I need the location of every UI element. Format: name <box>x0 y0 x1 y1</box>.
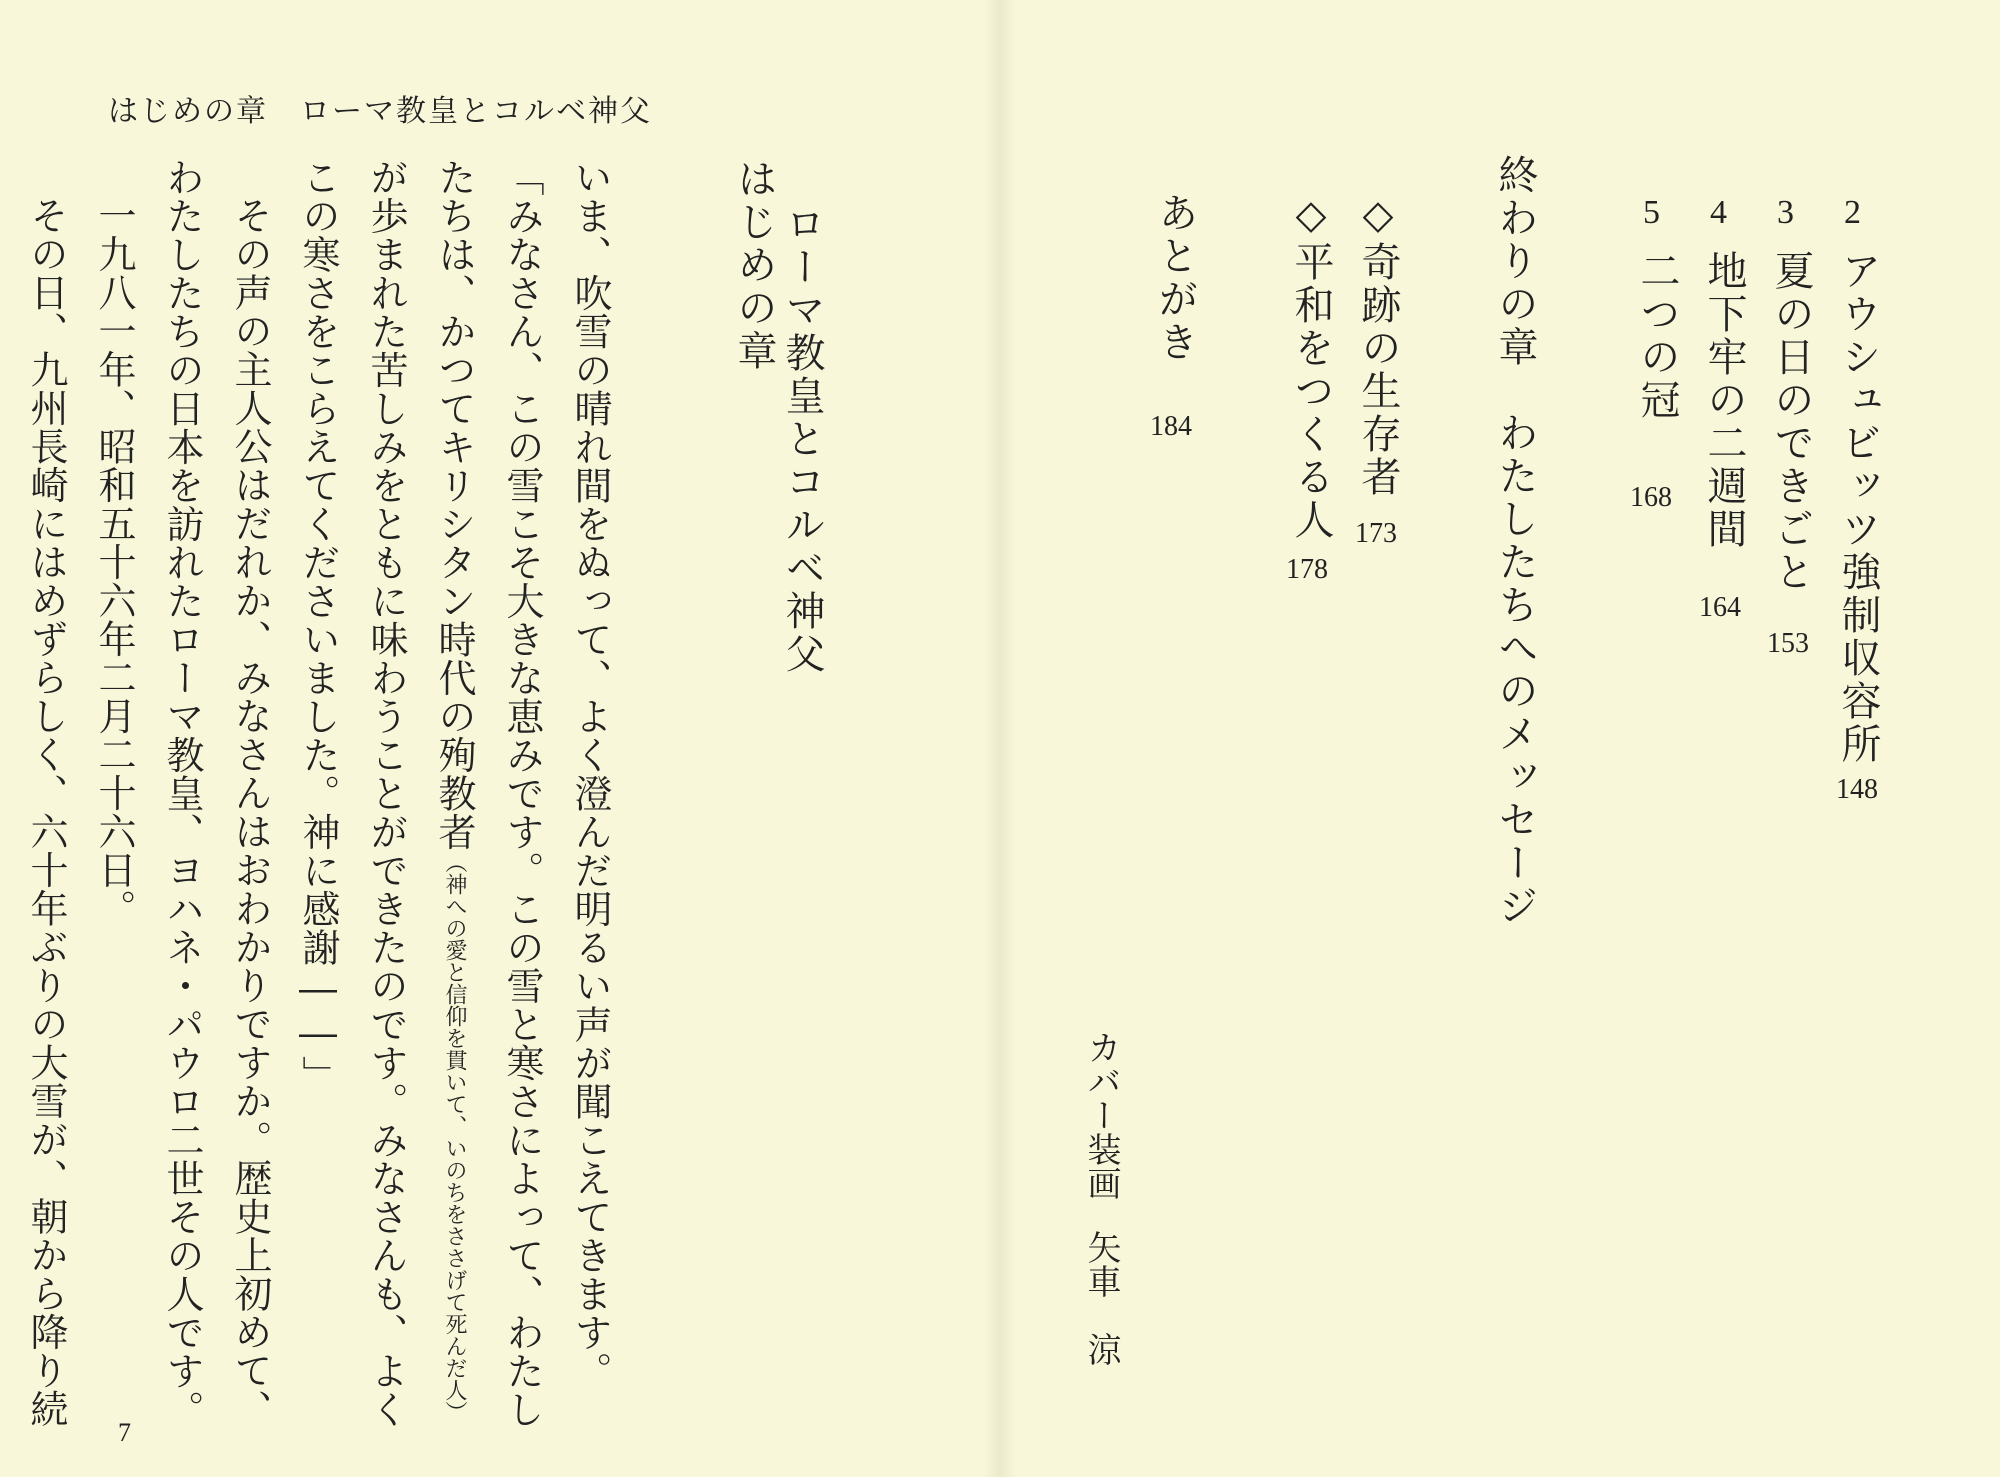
final-chapter-title: 終わりの章 わたしたちへのメッセージ <box>1492 154 1538 928</box>
toc-item-3-page: 153 <box>1767 628 1809 659</box>
toc-item-2-page: 148 <box>1836 774 1878 805</box>
toc-sub-item-2-page: 178 <box>1286 554 1328 585</box>
page-number: 7 <box>118 1418 131 1447</box>
running-head: はじめの章 ローマ教皇とコルベ神父 <box>108 94 652 129</box>
toc-item-4-page: 164 <box>1699 592 1741 623</box>
toc-item-3-number: 3 <box>1777 194 1794 231</box>
paragraph-5: その日、九州長崎にはめずらしく、六十年ぶりの大雪が、朝から降り続 <box>24 196 68 1428</box>
cover-credit-name: 矢車 涼 <box>1081 1230 1121 1366</box>
toc-item-5-page: 168 <box>1630 482 1672 513</box>
paragraph-2: 「みなさん、この雪こそ大きな恵みです。この雪と寒さによって、わたしたちは、かつてキリシタン時代の殉教者（神への愛と信仰を貫いて、いのちをささげて死んだ人）が歩まれた苦しみをともに味わうことができたのです。みなさんも、よくこの寒さをこらえてくださいました。神に感謝――」 <box>296 158 544 1429</box>
afterword-title: あとがき <box>1152 192 1198 364</box>
toc-item-5-title: 二つの冠 <box>1634 250 1680 422</box>
toc-item-2-title: アウシュビッツ強制収容所 <box>1835 250 1881 766</box>
toc-sub-item-2-title: ◇平和をつくる人 <box>1288 192 1334 542</box>
toc-sub-item-1-title: ◇奇跡の生存者 <box>1355 192 1401 499</box>
toc-item-4-number: 4 <box>1710 194 1727 231</box>
toc-sub-item-1-page: 173 <box>1355 518 1397 549</box>
paragraph-1: いま、吹雪の晴れ間をぬって、よく澄んだ明るい声が聞こえてきます。 <box>568 158 612 1390</box>
afterword-page: 184 <box>1150 411 1192 442</box>
paragraph-3: その声の主人公はだれか、みなさんはおわかりですか。歴史上初めて、わたしたちの日本を訪れたローマ教皇、ヨハネ・パウロ二世その人です。 <box>160 158 272 1429</box>
right-page <box>1000 0 2000 1477</box>
toc-item-4-title: 地下牢の二週間 <box>1701 250 1747 551</box>
footnote-gloss: （神への愛と信仰を貫いて、いのちをささげて死んだ人） <box>442 851 467 1423</box>
cover-credit-label: カバー装画 <box>1081 1030 1121 1200</box>
chapter-subtitle: ローマ教皇とコルベ神父 <box>779 203 825 676</box>
toc-item-5-number: 5 <box>1643 194 1660 231</box>
body-text <box>0 158 624 1458</box>
toc-item-2-number: 2 <box>1844 194 1861 231</box>
paragraph-4: 一九八一年、昭和五十六年二月二十六日。 <box>92 196 136 928</box>
chapter-label: はじめの章 <box>731 158 777 373</box>
toc-item-3-title: 夏の日のできごと <box>1768 250 1814 594</box>
